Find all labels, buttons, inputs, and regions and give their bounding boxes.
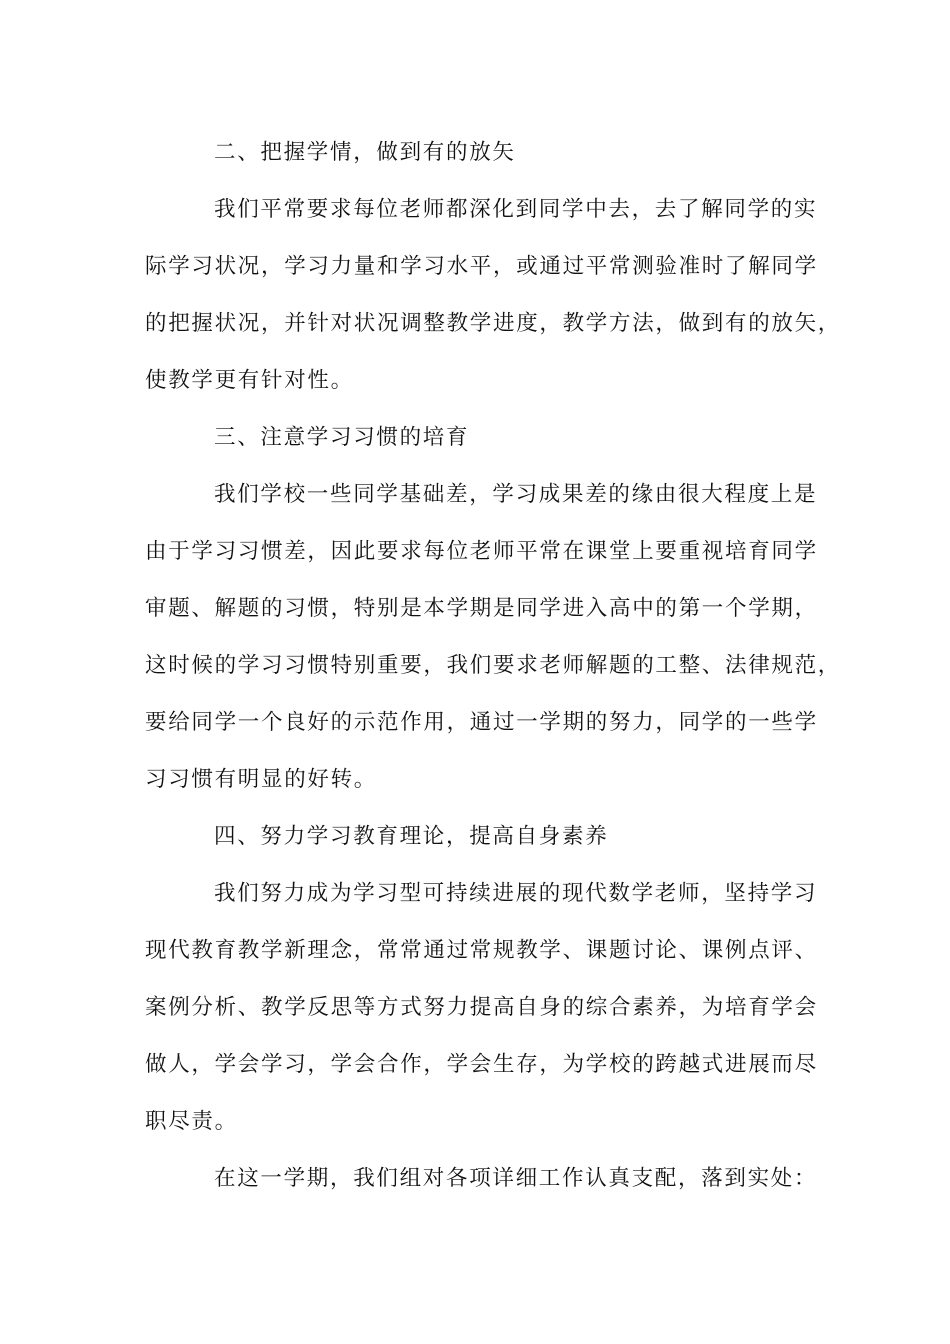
paragraph-line: 审题、解题的习惯，特别是本学期是同学进入高中的第一个学期， [145, 596, 818, 621]
paragraph-line: 际学习状况，学习力量和学习水平，或通过平常测验准时了解同学 [145, 254, 818, 279]
paragraph-line: 在这一学期，我们组对各项详细工作认真支配，落到实处： [214, 1166, 818, 1191]
section-heading-3: 三、注意学习习惯的培育 [214, 425, 470, 450]
paragraph-line: 习习惯有明显的好转。 [145, 767, 378, 792]
paragraph-line: 这时候的学习习惯特别重要，我们要求老师解题的工整、法律规范， [145, 653, 842, 678]
paragraph-line: 我们学校一些同学基础差，学习成果差的缘由很大程度上是 [214, 482, 818, 507]
paragraph-line: 由于学习习惯差，因此要求每位老师平常在课堂上要重视培育同学 [145, 539, 818, 564]
paragraph-line: 使教学更有针对性。 [145, 368, 354, 393]
section-heading-4: 四、努力学习教育理论，提高自身素养 [214, 824, 609, 849]
paragraph-line: 现代教育教学新理念，常常通过常规教学、课题讨论、课例点评、 [145, 938, 818, 963]
section-heading-2: 二、把握学情，做到有的放矢 [214, 140, 516, 165]
paragraph-line: 要给同学一个良好的示范作用，通过一学期的努力，同学的一些学 [145, 710, 818, 735]
paragraph-line: 做人，学会学习，学会合作，学会生存，为学校的跨越式进展而尽 [145, 1052, 818, 1077]
paragraph-line: 我们努力成为学习型可持续进展的现代数学老师，坚持学习 [214, 881, 818, 906]
paragraph-line: 职尽责。 [145, 1109, 238, 1134]
paragraph-line: 案例分析、教学反思等方式努力提高自身的综合素养，为培育学会 [145, 995, 818, 1020]
paragraph-line: 我们平常要求每位老师都深化到同学中去，去了解同学的实 [214, 197, 818, 222]
paragraph-line: 的把握状况，并针对状况调整教学进度，教学方法，做到有的放矢， [145, 311, 842, 336]
